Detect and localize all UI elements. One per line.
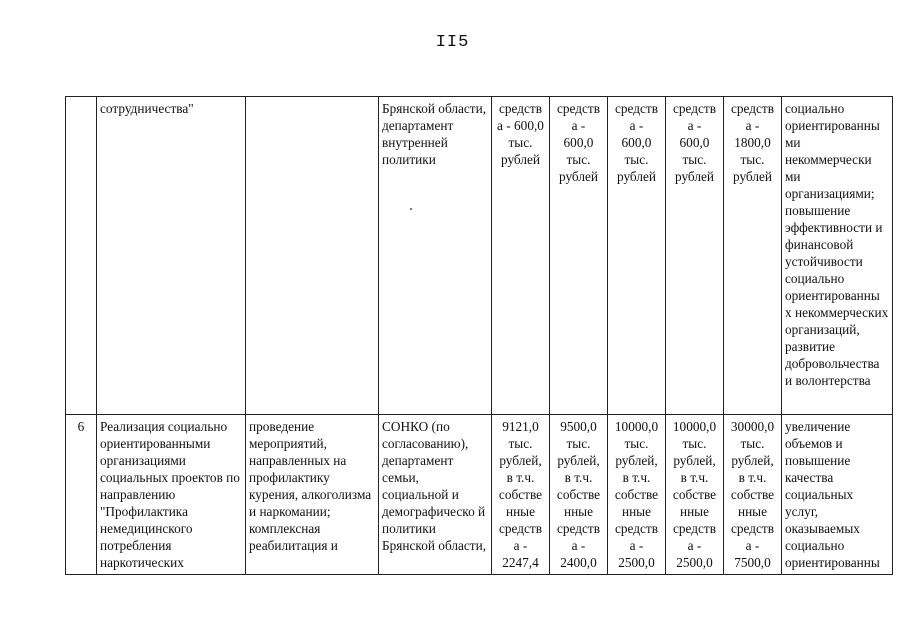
funding-line: средств [672,101,717,116]
funding-line: средств [556,101,601,116]
funding-line: тыс. [566,436,591,451]
funding-line: а - [571,118,586,133]
funding-line: 1800,0 [734,135,771,150]
measure-cell [246,97,379,415]
funding-line: средств [730,101,775,116]
scan-speck [410,208,412,210]
funding-line: средств [498,101,543,116]
funding-cell [492,97,550,415]
funding-cell [550,415,608,575]
funding-line: собстве [672,487,717,502]
funding-line: тыс. [740,436,765,451]
funding-line: 600,0 [563,135,594,150]
expected-result-cell: социально ориентированны ми некоммерчески ми организациями; повышение эффективности и финансовой устойчивости социально ориентированны х некоммерческих организаций, развитие добровольчества и волонтерства [782,97,893,415]
funding-line: 30000,0 [730,419,775,434]
funding-line: 2500,0 [618,555,655,570]
funding-line: в т.ч. [506,470,535,485]
executor-cell: Брянской области, департамент внутренней политики [379,97,492,415]
funding-cell [724,97,782,415]
funding-line: а - [745,538,760,553]
funding-line: средств [556,521,601,536]
funding-line: собстве [614,487,659,502]
funding-line: а - [687,538,702,553]
expected-result-cell: увеличение объемов и повышение качества социальных услуг, оказываемых социально ориентированны [782,415,893,575]
funding-line: собстве [730,487,775,502]
table-row [66,415,893,575]
funding-line: в т.ч. [680,470,709,485]
funding-line: а - 600,0 [497,118,544,133]
funding-cell [608,97,666,415]
activity-name-cell: сотрудничества" [97,97,246,415]
funding-line: рублей, [673,453,716,468]
funding-line: нные [737,504,768,519]
funding-line: тыс. [508,135,533,150]
table-row [66,97,893,415]
funding-line: рублей [558,169,599,184]
funding-cell [666,415,724,575]
activity-name-cell: Реализация социально ориентированными организациями социальных проектов по направлению "Профилактика немедицинского потребления наркотических [97,415,246,575]
funding-line: собстве [498,487,543,502]
funding-line: 10000,0 [614,419,659,434]
funding-line: рублей, [615,453,658,468]
funding-line: тыс. [682,152,707,167]
funding-line: а - [629,118,644,133]
funding-line: средств [614,101,659,116]
program-table [65,96,893,575]
funding-line: 9121,0 [502,419,539,434]
funding-line: 2400,0 [560,555,597,570]
funding-cell [608,415,666,575]
funding-line: рублей [616,169,657,184]
funding-line: а - [629,538,644,553]
funding-line: рублей, [557,453,600,468]
funding-line: а - [687,118,702,133]
funding-line: средств [614,521,659,536]
funding-line: 2247,4 [502,555,539,570]
funding-line: 600,0 [679,135,710,150]
funding-line: а - [513,538,528,553]
funding-line: рублей [674,169,715,184]
funding-line: 600,0 [621,135,652,150]
funding-line: 7500,0 [734,555,771,570]
executor-cell: СОНКО (по согласованию), департамент семьи, социальной и демографическо й политики Брянской области, [379,415,492,575]
measure-cell: проведение мероприятий, направленных на профилактику курения, алкоголизма и наркомании; комплексная реабилитация и [246,415,379,575]
funding-line: а - [571,538,586,553]
funding-line: средств [730,521,775,536]
funding-line: 2500,0 [676,555,713,570]
funding-line: рублей, [499,453,542,468]
funding-line: в т.ч. [622,470,651,485]
funding-line: а - [745,118,760,133]
funding-line: тыс. [566,152,591,167]
funding-line: тыс. [624,436,649,451]
funding-line: тыс. [508,436,533,451]
funding-line: средств [498,521,543,536]
funding-line: 9500,0 [560,419,597,434]
funding-line: рублей [732,169,773,184]
funding-line: собстве [556,487,601,502]
funding-line: тыс. [624,152,649,167]
funding-line: тыс. [740,152,765,167]
page-number: II5 [435,33,470,52]
funding-cell [550,97,608,415]
funding-line: 10000,0 [672,419,717,434]
funding-line: рублей [500,152,541,167]
funding-line: нные [621,504,652,519]
funding-line: тыс. [682,436,707,451]
funding-line: средств [672,521,717,536]
row-number-cell [66,97,97,415]
funding-cell [666,97,724,415]
funding-line: нные [679,504,710,519]
funding-line: нные [563,504,594,519]
row-number-cell: 6 [66,415,97,575]
funding-line: нные [505,504,536,519]
funding-line: рублей, [731,453,774,468]
funding-cell [724,415,782,575]
funding-line: в т.ч. [564,470,593,485]
funding-cell [492,415,550,575]
funding-line: в т.ч. [738,470,767,485]
